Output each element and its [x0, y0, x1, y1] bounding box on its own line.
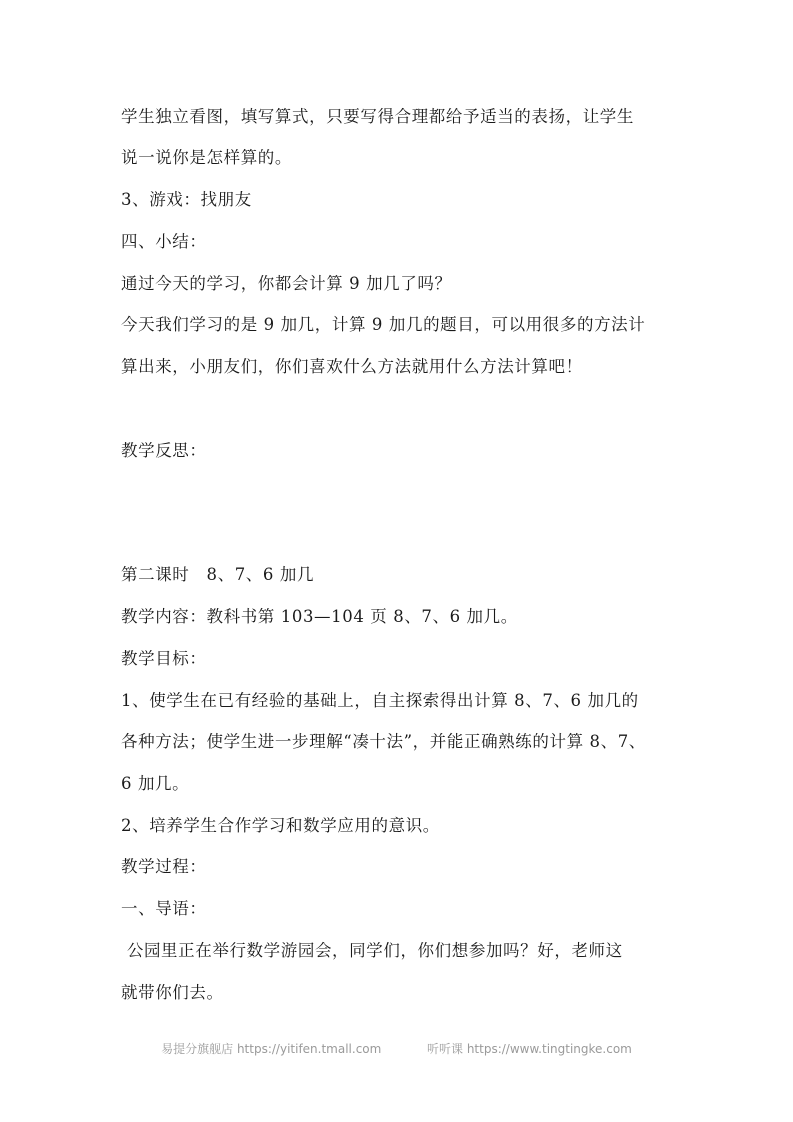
text-line: 教学内容：教科书第 103—104 页 8、7、6 加几。: [121, 607, 518, 626]
text-line: 1、使学生在已有经验的基础上，自主探索得出计算 8、7、6 加几的: [121, 691, 639, 710]
section-heading: 教学过程：: [121, 857, 207, 876]
text-line: 6 加几。: [121, 774, 190, 793]
section-heading: 教学目标：: [121, 649, 207, 668]
text-line: 通过今天的学习，你都会计算 9 加几了吗？: [121, 274, 452, 293]
text-line: 就带你们去。: [121, 983, 224, 1002]
text-line: 2、培养学生合作学习和数学应用的意识。: [121, 816, 440, 835]
lesson-title: 第二课时 8、7、6 加几: [121, 565, 315, 584]
text-line: 算出来，小朋友们，你们喜欢什么方法就用什么方法计算吧！: [121, 357, 583, 376]
text-line: 说一说你是怎样算的。: [121, 148, 292, 167]
text-line: 四、小结：: [121, 232, 207, 251]
text-line: 各种方法；使学生进一步理解“凑十法”，并能正确熟练的计算 8、7、: [121, 732, 646, 751]
footer-site-link[interactable]: 听听课 https://www.tingtingke.com: [427, 1042, 632, 1056]
page-footer: [0, 1040, 793, 1057]
text-line: 3、游戏：找朋友: [121, 190, 252, 209]
text-line: 今天我们学习的是 9 加几，计算 9 加几的题目，可以用很多的方法计: [121, 315, 646, 334]
section-heading: 教学反思：: [121, 441, 207, 460]
footer-store-link[interactable]: 易提分旗舰店 https://yitifen.tmall.com: [161, 1042, 382, 1056]
section-heading: 一、导语：: [121, 899, 207, 918]
text-line: 学生独立看图，填写算式，只要写得合理都给予适当的表扬，让学生: [121, 107, 634, 126]
text-line: 公园里正在举行数学游园会，同学们，你们想参加吗？好，老师这: [121, 941, 623, 960]
